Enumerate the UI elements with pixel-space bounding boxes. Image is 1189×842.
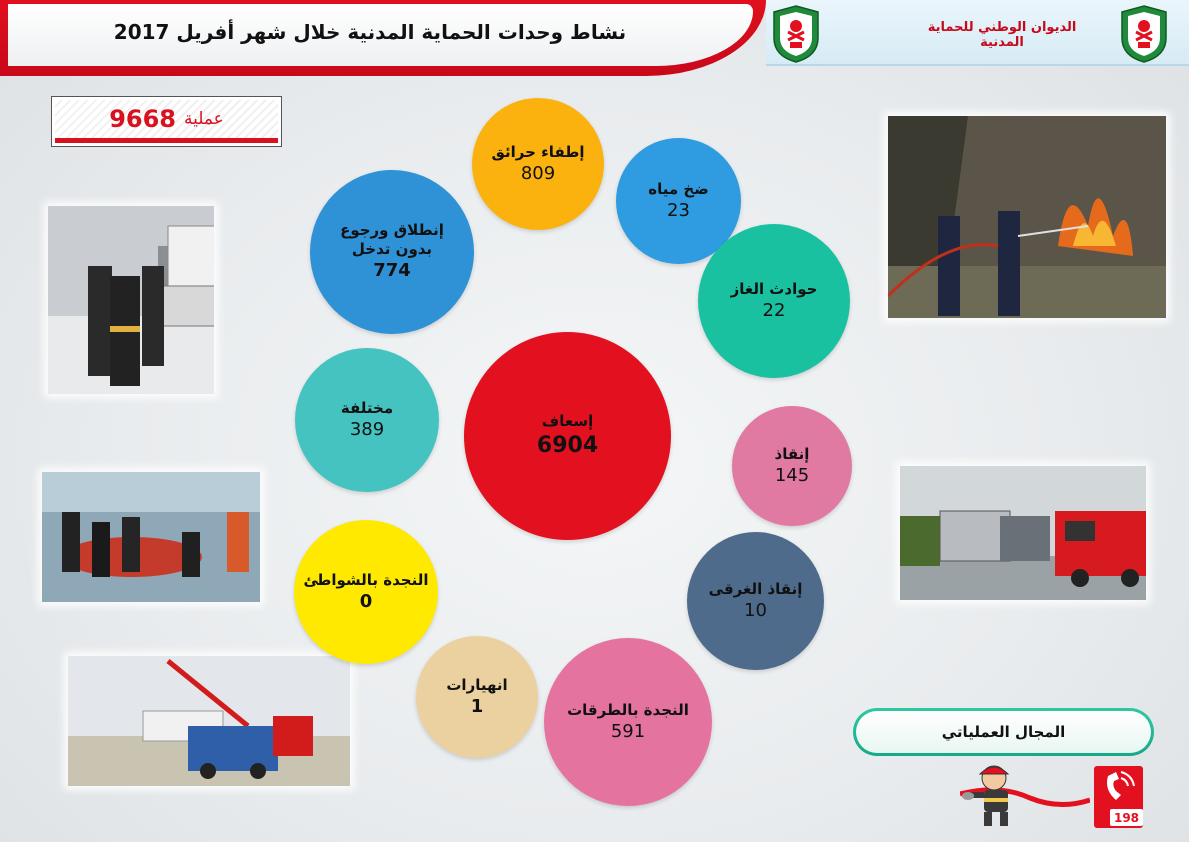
phone-icon — [1094, 766, 1143, 810]
bubble-false-alarm-label: إنطلاق ورجوع بدون تدخل — [340, 221, 444, 258]
bubble-gas-incidents-label: حوادث الغاز — [730, 279, 818, 298]
bubble-miscellaneous-label: مختلفة — [340, 398, 394, 417]
bubble-first-aid — [464, 332, 671, 540]
bubble-first-aid-value: 6904 — [536, 432, 599, 458]
total-operations-label: عملية — [183, 109, 224, 129]
bubble-gas-incidents-value: 22 — [762, 299, 786, 321]
bubble-beach-rescue-label: النجدة بالشواطئ — [303, 570, 429, 589]
firefighter-mascot-icon — [960, 764, 1090, 830]
total-operations-inner — [55, 100, 278, 143]
bubble-rescue-value: 145 — [774, 464, 810, 486]
total-operations-value: 9668 — [109, 105, 176, 133]
forest-fire-photo — [888, 116, 1166, 318]
bubble-drowning-rescue — [687, 532, 824, 670]
bubble-drowning-rescue-value: 10 — [744, 599, 767, 621]
bubble-water-pumping-label: ضخ مياه — [648, 179, 709, 198]
bubble-false-alarm — [310, 170, 474, 334]
bubble-gas-incidents — [698, 224, 850, 378]
bubble-beach-rescue-value: 0 — [359, 590, 373, 612]
bubble-beach-rescue — [294, 520, 438, 664]
sea-rescue-photo — [42, 472, 260, 602]
bubble-road-assistance — [544, 638, 712, 806]
bubble-collapses — [416, 636, 538, 758]
snow-rescue-photo — [48, 206, 214, 394]
bubble-rescue — [732, 406, 852, 526]
bubble-miscellaneous-value: 389 — [349, 418, 385, 440]
bubble-collapses-value: 1 — [470, 695, 484, 717]
bubble-drowning-rescue-label: إنقاذ الغرقى — [708, 579, 803, 598]
truck-accident-photo — [68, 656, 350, 786]
civil-protection-emblem-icon — [770, 4, 822, 64]
bubble-firefighting-label: إطفاء حرائق — [491, 142, 585, 161]
page-title: نشاط وحدات الحماية المدنية خلال شهر أفريل 2017 — [113, 20, 627, 44]
bubble-false-alarm-value: 774 — [373, 260, 411, 281]
bubble-collapses-label: انهيارات — [446, 675, 508, 694]
bubble-rescue-label: إنقاذ — [774, 444, 810, 463]
road-accident-photo — [900, 466, 1146, 600]
civil-protection-emblem-icon — [1118, 4, 1170, 64]
operational-field-text: المجال العملياتي — [856, 711, 1151, 753]
bubble-miscellaneous — [295, 348, 439, 492]
bubble-water-pumping-value: 23 — [667, 199, 690, 221]
hotline-number: 198 — [1110, 809, 1143, 826]
bubble-road-assistance-value: 591 — [610, 720, 646, 742]
bubble-road-assistance-label: النجدة بالطرقات — [567, 700, 689, 719]
bubble-first-aid-label: إسعاف — [541, 411, 594, 430]
operational-field-label — [853, 708, 1154, 756]
organization-name: الديوان الوطني للحماية المدنية — [927, 20, 1077, 50]
total-operations-box — [51, 96, 282, 147]
bubble-firefighting-value: 809 — [520, 162, 556, 184]
bubble-firefighting — [472, 98, 604, 230]
